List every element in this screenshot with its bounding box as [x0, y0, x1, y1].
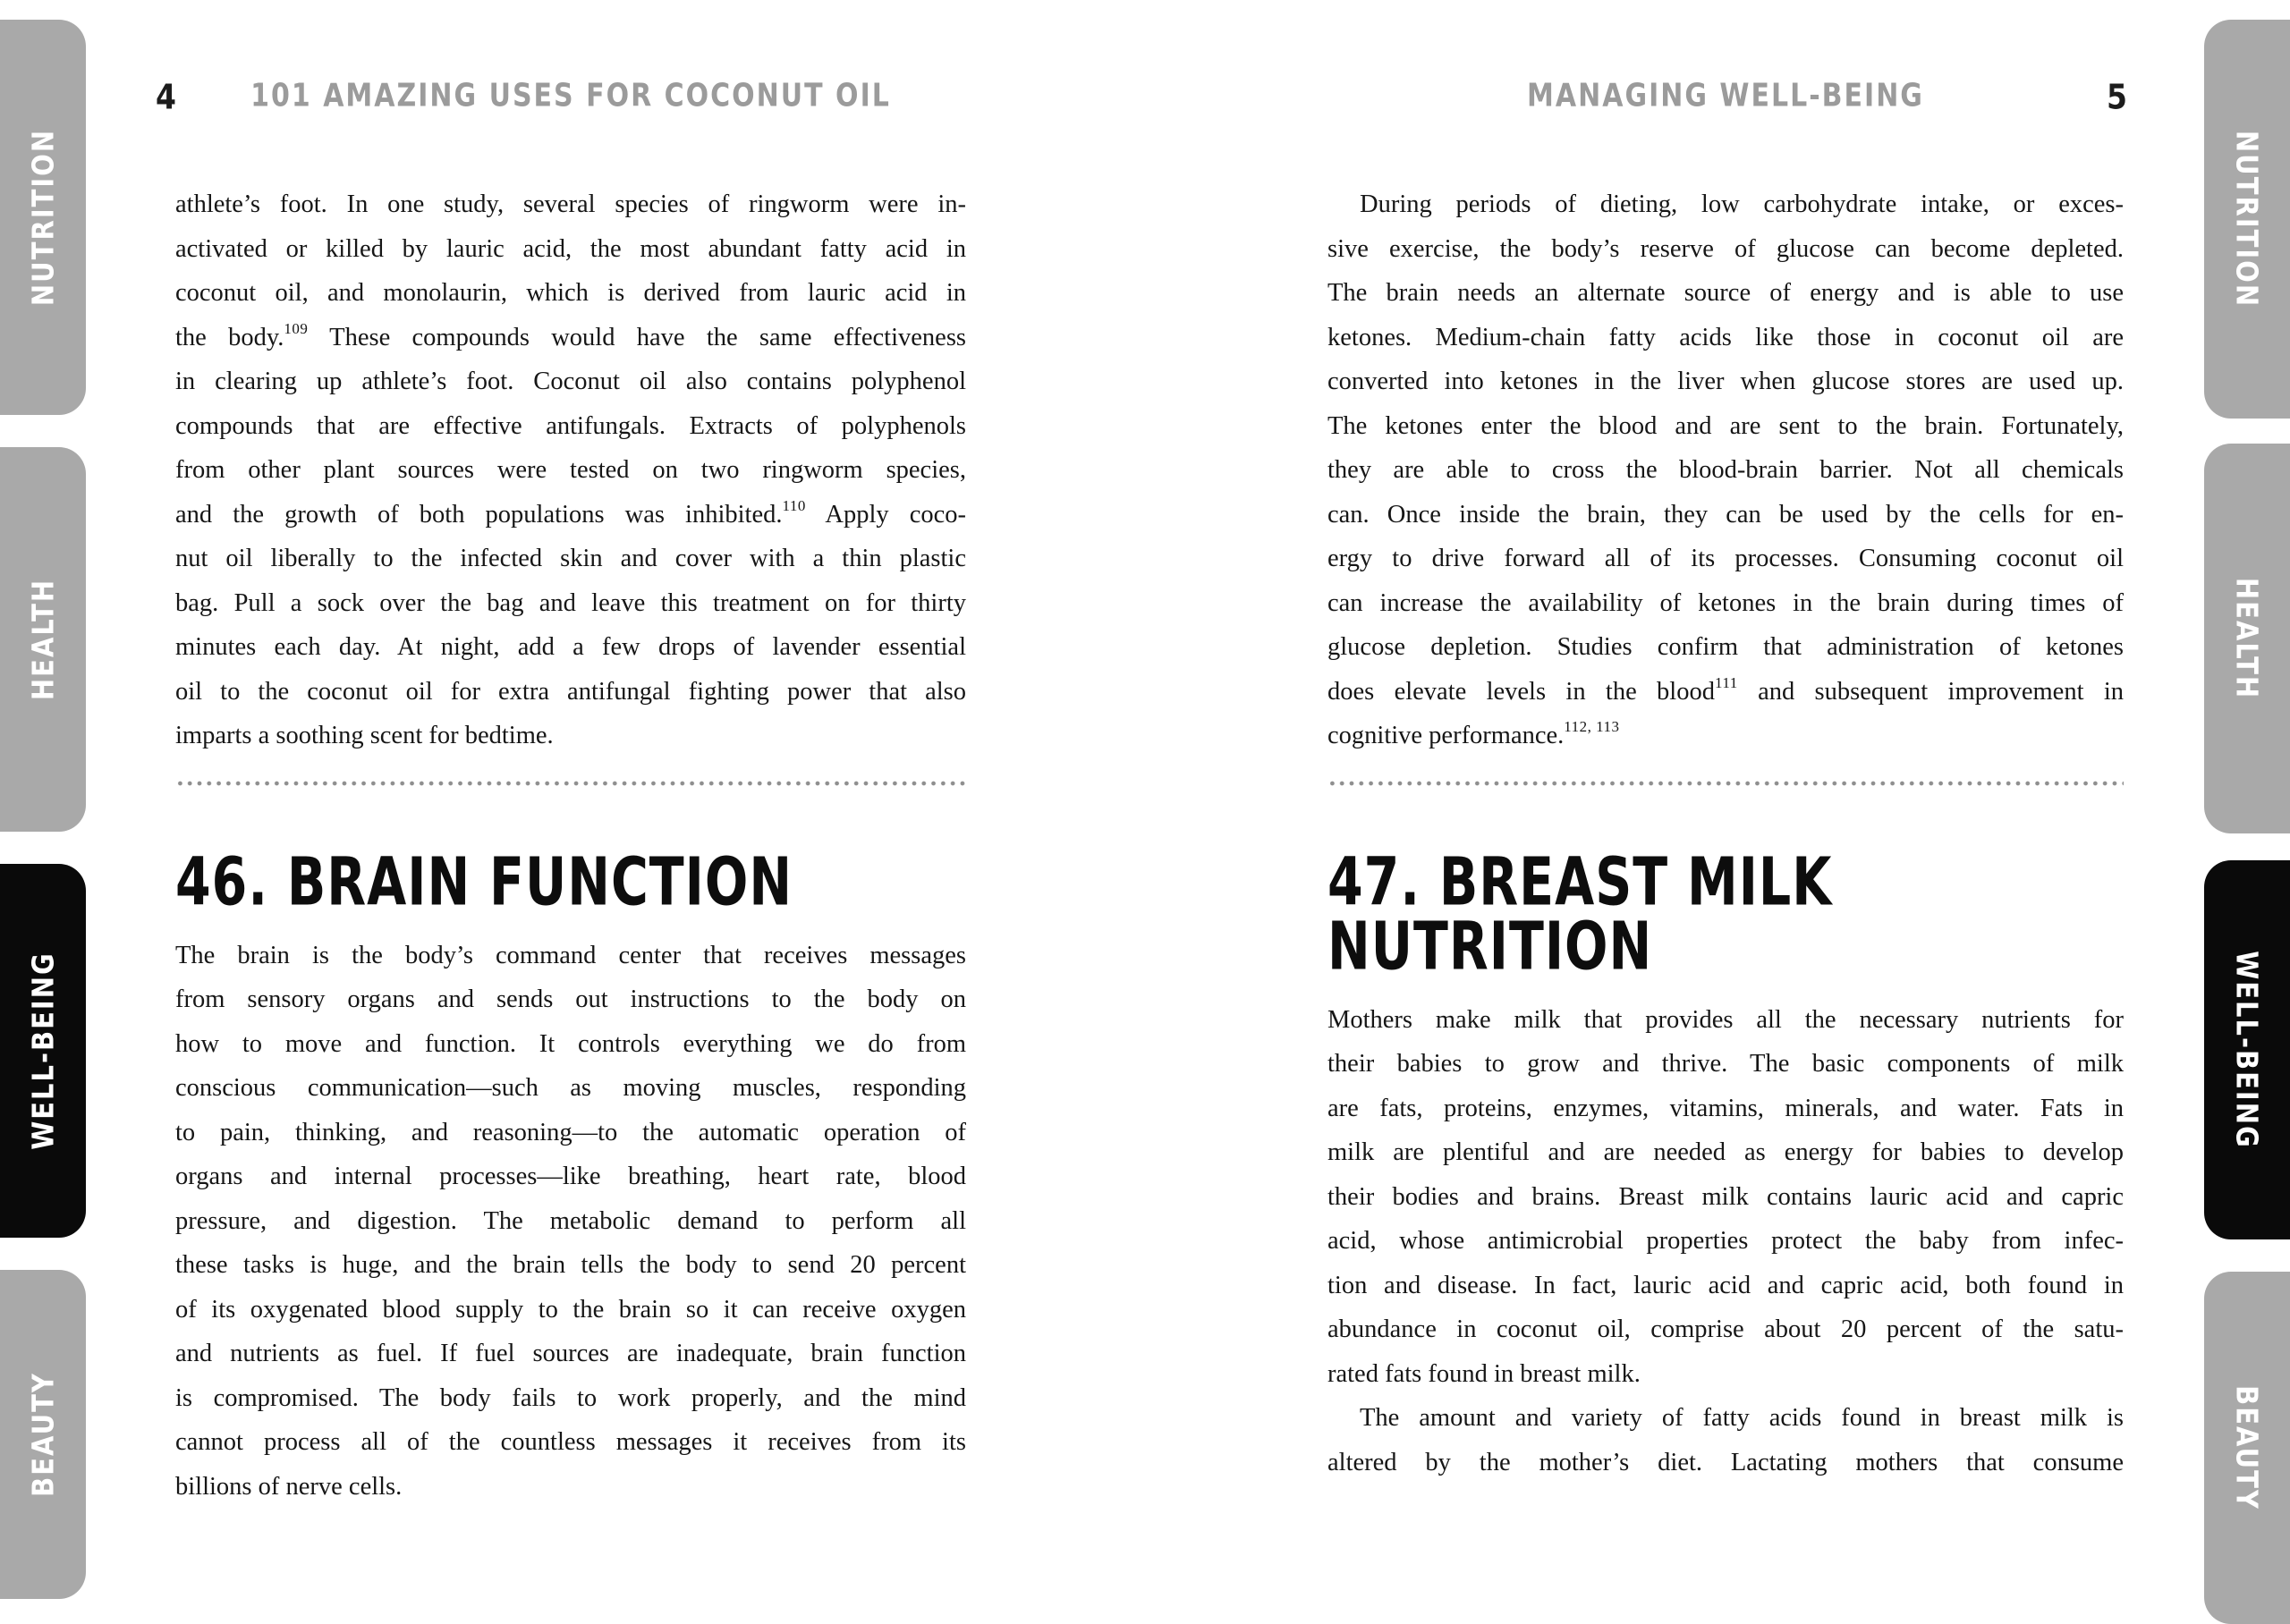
text-line: During periods of dieting, low carbohydrate intake, or exces-	[1360, 190, 2124, 218]
body-paragraph	[1327, 998, 2124, 1397]
text-line: ketones. Medium-chain fatty acids like those in coconut oil are	[1327, 323, 2124, 351]
left-page-number: 4	[156, 77, 176, 117]
right-running-title: MANAGING WELL-BEING	[1527, 77, 1924, 114]
tab-nutrition-left	[0, 20, 86, 415]
text-line: cognitive performance.$^{112, 113}$	[1327, 718, 1620, 749]
body-paragraph	[175, 934, 966, 1510]
text-line: from sensory organs and sends out instructions to the body on	[175, 985, 966, 1013]
text-line: nut oil liberally to the infected skin and cover with a thin plastic	[175, 545, 966, 572]
section-heading	[1327, 843, 2124, 985]
text-line: organs and internal processes—like breathing, heart rate, blood	[175, 1163, 966, 1190]
text-line: sive exercise, the body’s reserve of glucose can become depleted.	[1327, 234, 2124, 263]
footnote-reference: 109	[284, 319, 309, 337]
footnote-reference: 110	[782, 496, 806, 514]
text-line: billions of nerve cells.	[175, 1472, 403, 1501]
text-line: altered by the mother’s diet. Lactating mothers that consume	[1327, 1448, 2124, 1476]
text-line: their bodies and brains. Breast milk contains lauric acid and capric	[1327, 1182, 2124, 1211]
section-heading-line: NUTRITION	[1327, 908, 1653, 985]
tab-nutrition-label: NUTRITION	[25, 128, 61, 307]
body-paragraph	[1327, 1396, 2124, 1484]
tab-health-right	[2204, 444, 2290, 833]
text-line: converted into ketones in the liver when glucose stores are used up.	[1327, 368, 2124, 395]
dotted-divider	[175, 780, 966, 787]
tab-wellbeing-left	[0, 864, 86, 1238]
text-line: these tasks is huge, and the brain tells the body to send 20 percent	[175, 1251, 966, 1279]
left-running-title: 101 AMAZING USES FOR COCONUT OIL	[250, 77, 891, 114]
tab-nutrition-label: NUTRITION	[2229, 130, 2265, 309]
text-line: they are able to cross the blood-brain barrier. Not all chemicals	[1327, 456, 2124, 484]
text-line: pressure, and digestion. The metabolic demand to perform all	[175, 1206, 966, 1235]
text-line: abundance in coconut oil, comprise about 20 percent of the satu-	[1327, 1315, 2124, 1343]
left-page-text-column	[175, 182, 966, 1509]
right-page-header	[1327, 77, 2127, 117]
tab-health-label: HEALTH	[25, 578, 61, 701]
text-line: athlete’s foot. In one study, several species of ringworm were in-	[175, 190, 966, 218]
tab-health-label: HEALTH	[2229, 577, 2265, 700]
section-heading	[175, 843, 966, 921]
text-line: are fats, proteins, enzymes, vitamins, minerals, and water. Fats in	[1327, 1094, 2124, 1122]
body-paragraph	[1327, 182, 2124, 758]
tab-beauty-right	[2204, 1272, 2290, 1624]
text-line: glucose depletion. Studies confirm that administration of ketones	[1327, 633, 2124, 661]
text-line: and nutrients as fuel. If fuel sources are inadequate, brain function	[175, 1340, 966, 1367]
text-line: rated fats found in breast milk.	[1327, 1359, 1641, 1388]
text-line: of its oxygenated blood supply to the brain so it can receive oxygen	[175, 1295, 966, 1324]
text-line: minutes each day. At night, add a few drops of lavender essential	[175, 633, 966, 661]
dotted-divider	[1327, 780, 2124, 787]
tab-wellbeing-right	[2204, 860, 2290, 1239]
text-line: in clearing up athlete’s foot. Coconut oil also contains polyphenol	[175, 368, 966, 395]
text-line: bag. Pull a sock over the bag and leave this treatment on for thirty	[175, 588, 966, 617]
text-line: The brain is the body’s command center that receives messages	[175, 941, 966, 969]
text-line: can increase the availability of ketones in the brain during times of	[1327, 588, 2124, 617]
text-line: coconut oil, and monolaurin, which is derived from lauric acid in	[175, 279, 966, 307]
text-line: their babies to grow and thrive. The basic components of milk	[1327, 1050, 2124, 1078]
tab-wellbeing-label: WELL-BEING	[2229, 951, 2265, 1149]
left-page-header	[156, 77, 966, 117]
tab-nutrition-right	[2204, 20, 2290, 419]
text-line: tion and disease. In fact, lauric acid and capric acid, both found in	[1327, 1271, 2124, 1299]
right-page-number: 5	[2107, 77, 2127, 117]
text-line: ergy to drive forward all of its processes. Consuming coconut oil	[1327, 545, 2124, 572]
text-line: cannot process all of the countless messages it receives from its	[175, 1428, 966, 1456]
text-line: does elevate levels in the blood$^{111}$ and subsequent improvement in	[1327, 673, 2124, 706]
text-line: Mothers make milk that provides all the necessary nutrients for	[1327, 1005, 2124, 1034]
text-line: imparts a soothing scent for bedtime.	[175, 722, 554, 749]
text-line: The amount and variety of fatty acids found in breast milk is	[1360, 1404, 2124, 1432]
tab-beauty-label: BEAUTY	[2229, 1385, 2265, 1510]
tab-beauty-label: BEAUTY	[25, 1372, 61, 1497]
tab-wellbeing-label: WELL-BEING	[25, 952, 61, 1150]
text-line: oil to the coconut oil for extra antifungal fighting power that also	[175, 677, 966, 706]
text-line: the body.$^{109}$ These compounds would have the same effectiveness	[175, 319, 967, 351]
text-line: how to move and function. It controls everything we do from	[175, 1029, 966, 1058]
text-line: from other plant sources were tested on two ringworm species,	[175, 456, 966, 484]
tab-beauty-left	[0, 1270, 86, 1599]
tab-health-left	[0, 447, 86, 832]
section-heading-line: 47. BREAST MILK	[1327, 843, 1833, 921]
text-line: compounds that are effective antifungals. Extracts of polyphenols	[175, 411, 966, 440]
right-page-text-column	[1327, 182, 2124, 1484]
footnote-reference: 112, 113	[1564, 718, 1620, 735]
text-line: activated or killed by lauric acid, the most abundant fatty acid in	[175, 234, 966, 263]
text-line: acid, whose antimicrobial properties protect the baby from infec-	[1327, 1227, 2124, 1255]
text-line: and the growth of both populations was inhibited.$^{110}$ Apply coco-	[175, 496, 966, 529]
text-line: The brain needs an alternate source of energy and is able to use	[1327, 279, 2124, 307]
text-line: is compromised. The body fails to work properly, and the mind	[175, 1383, 966, 1412]
text-line: The ketones enter the blood and are sent to the brain. Fortunately,	[1327, 411, 2124, 440]
text-line: to pain, thinking, and reasoning—to the automatic operation of	[175, 1118, 966, 1146]
text-line: conscious communication—such as moving muscles, responding	[175, 1074, 966, 1102]
footnote-reference: 111	[1714, 673, 1738, 691]
body-paragraph	[175, 182, 966, 758]
section-heading-line: 46. BRAIN FUNCTION	[175, 843, 793, 921]
text-line: milk are plentiful and are needed as energy for babies to develop	[1327, 1138, 2124, 1166]
text-line: can. Once inside the brain, they can be used by the cells for en-	[1327, 500, 2124, 529]
